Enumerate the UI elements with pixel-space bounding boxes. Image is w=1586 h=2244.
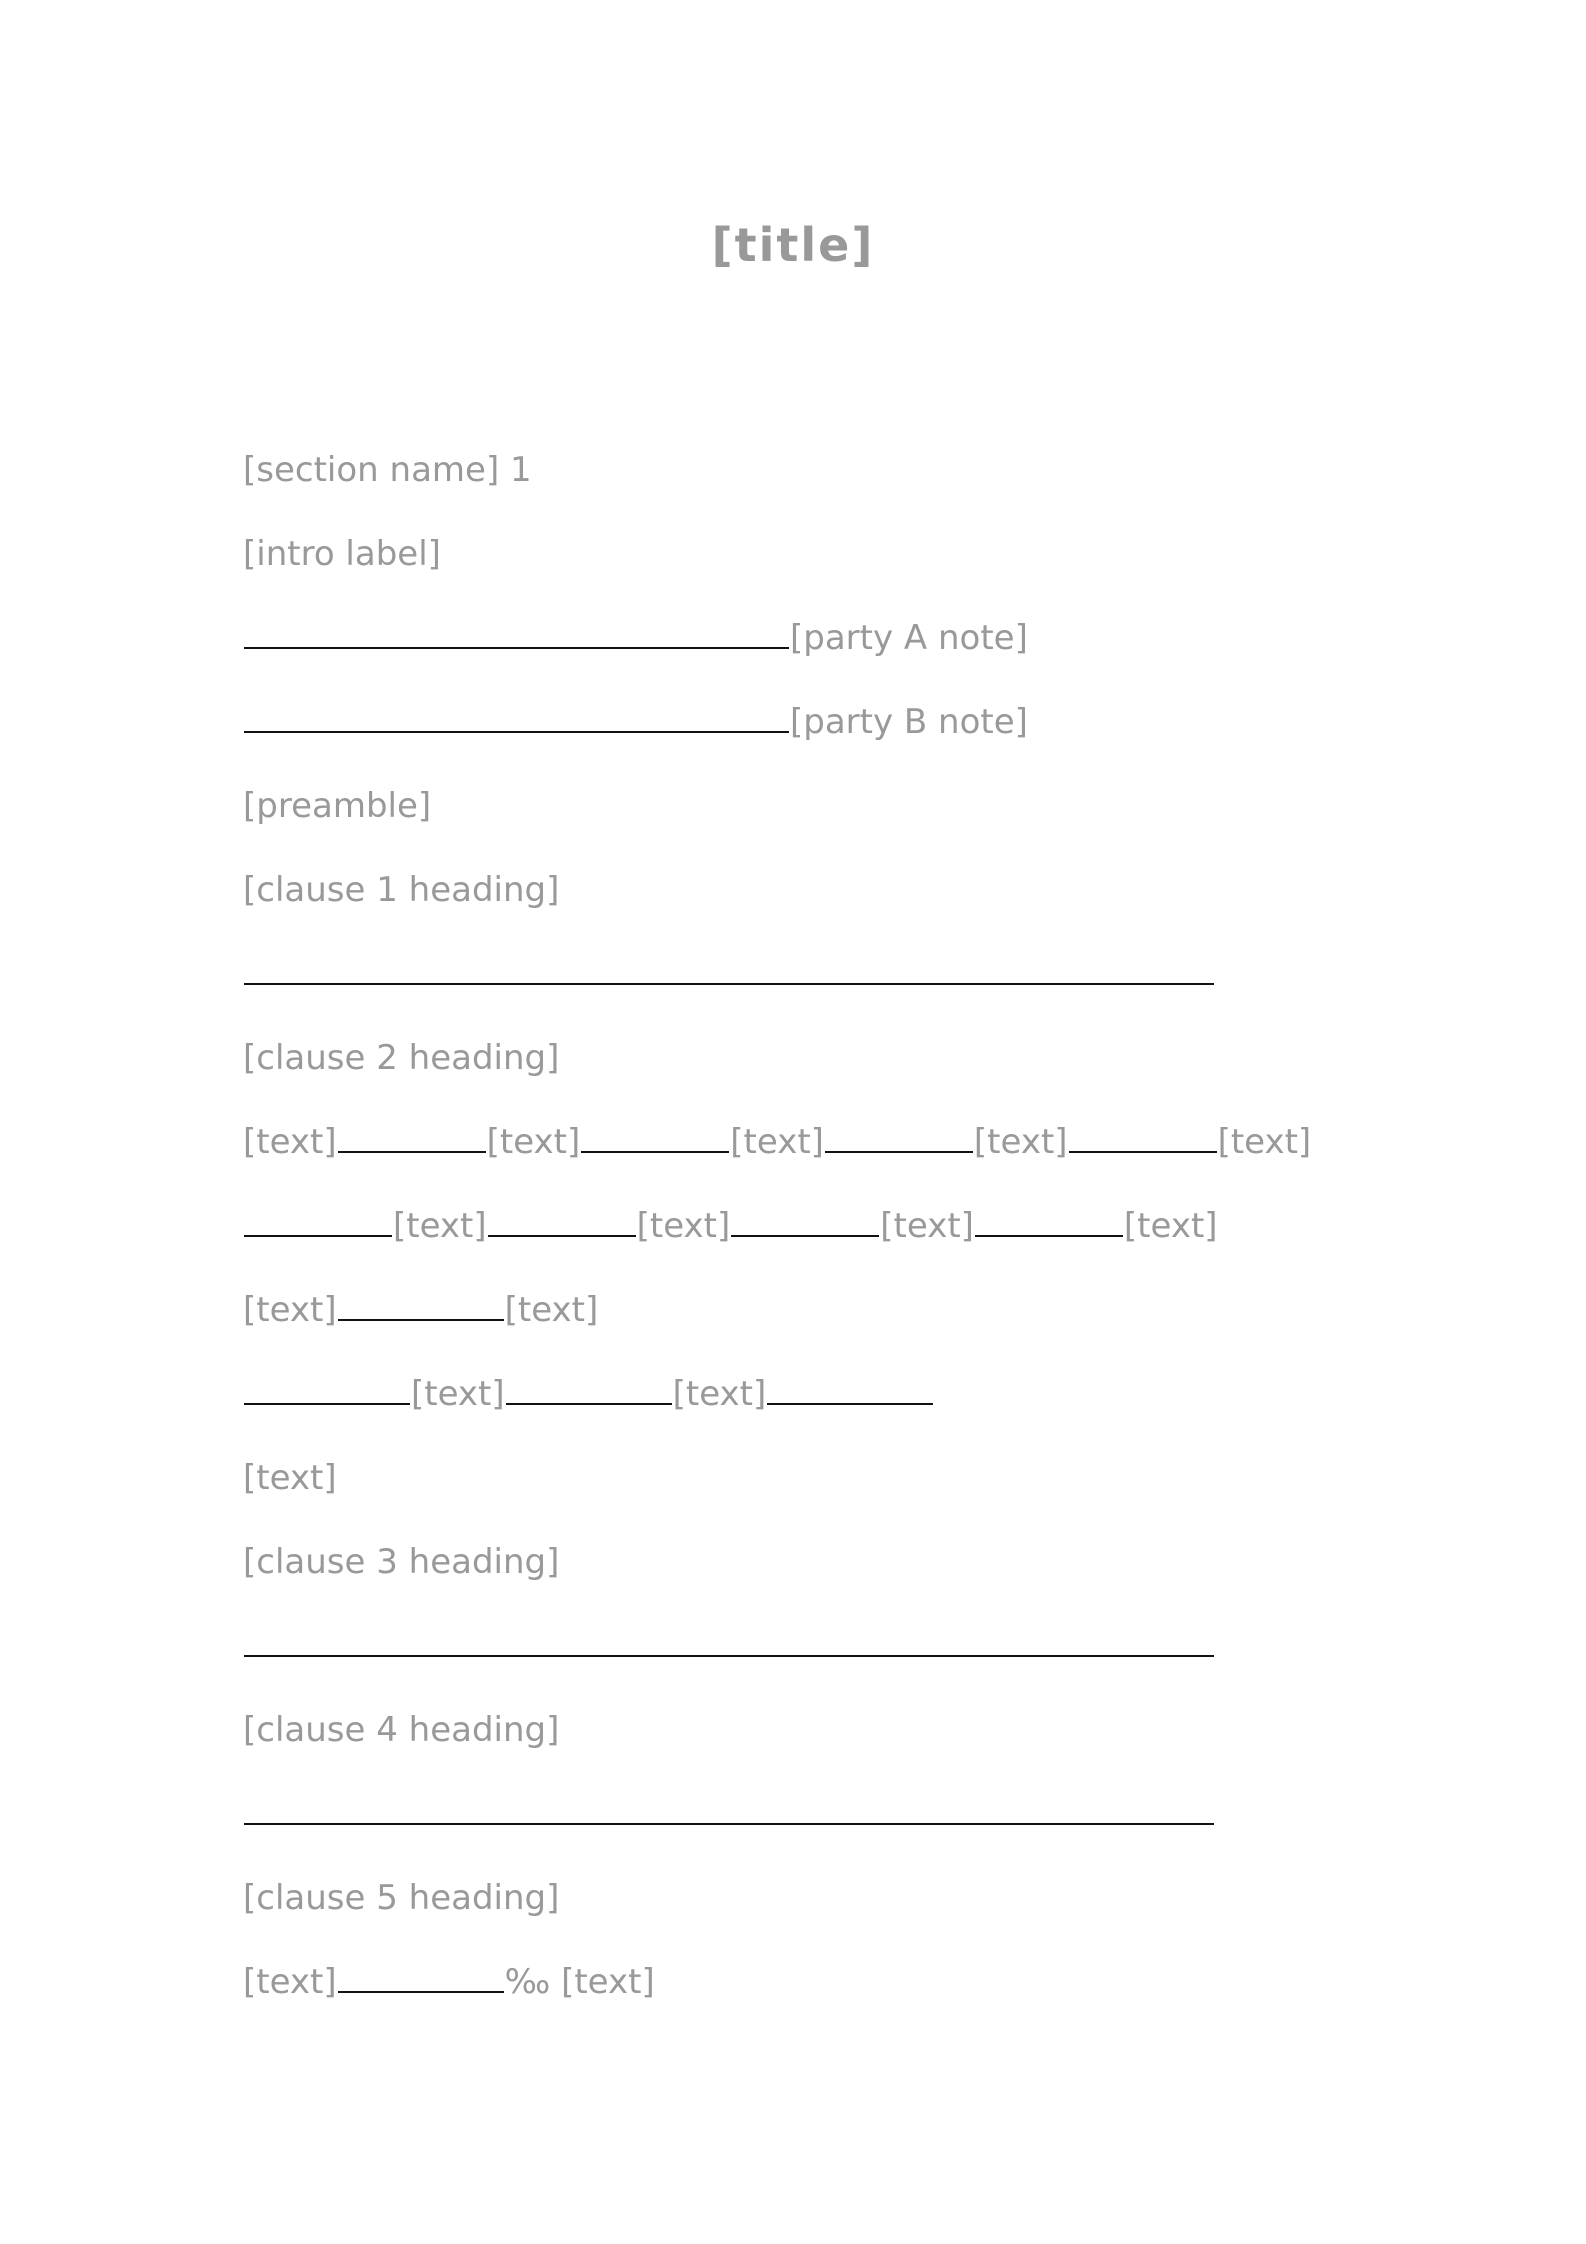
end-day-blank[interactable] (975, 1209, 1123, 1237)
party-a-suffix: [party A note] (790, 618, 1028, 658)
start-month-blank[interactable] (1069, 1125, 1217, 1153)
clause-2-text: [text] (243, 1122, 337, 1162)
clause-2-text: [text] (393, 1206, 487, 1246)
clause-2-text: [text] (1123, 1206, 1218, 1246)
clause-1-heading: [clause 1 heading] (243, 870, 560, 910)
clause-2-text: [text] (486, 1122, 581, 1162)
clause-2-text: [text] (504, 1290, 599, 1330)
clause-4-heading: [clause 4 heading] (243, 1710, 560, 1750)
clause-4-fill-line (243, 1772, 1366, 1856)
payment-count-blank[interactable] (338, 1293, 504, 1321)
clause-2-line-3 (243, 1268, 1366, 1352)
party-a-line (243, 596, 1366, 680)
years-blank[interactable] (338, 1125, 486, 1153)
end-month-blank[interactable] (731, 1209, 879, 1237)
months-blank[interactable] (581, 1125, 729, 1153)
clause-2-line-5: [text] (243, 1458, 337, 1498)
total-investment-blank[interactable] (244, 1377, 410, 1405)
start-day-blank[interactable] (244, 1209, 392, 1237)
clause-2-text: [text] (973, 1122, 1068, 1162)
clause-2-text: [text] (672, 1374, 767, 1414)
party-b-suffix: [party B note] (790, 702, 1028, 742)
party-b-blank[interactable] (244, 705, 789, 733)
clause-3-blank[interactable] (244, 1629, 1214, 1657)
section-label: [section name] 1 (243, 450, 532, 490)
party-a-blank[interactable] (244, 621, 789, 649)
clause-2-heading: [clause 2 heading] (243, 1038, 560, 1078)
clause-2-line-1 (243, 1100, 1366, 1184)
document-title: [title] (711, 218, 875, 272)
clause-3-heading: [clause 3 heading] (243, 1542, 560, 1582)
end-year-blank[interactable] (488, 1209, 636, 1237)
document-body (243, 428, 1366, 2024)
clause-2-text: [text] (411, 1374, 505, 1414)
clause-5-line-1 (243, 1940, 1366, 2024)
clause-2-text: [text] (636, 1206, 731, 1246)
party-b-line (243, 680, 1366, 764)
intro-label: [intro label] (243, 534, 441, 574)
clause-2-line-2 (243, 1184, 1366, 1268)
party-b-investment-blank[interactable] (767, 1377, 933, 1405)
party-a-investment-blank[interactable] (506, 1377, 672, 1405)
clause-5-heading: [clause 5 heading] (243, 1878, 560, 1918)
start-year-blank[interactable] (825, 1125, 973, 1153)
clause-2-text: [text] (730, 1122, 824, 1162)
clause-5-text: [text] (243, 1962, 337, 2002)
clause-2-text: [text] (243, 1290, 337, 1330)
clause-1-fill-line (243, 932, 1366, 1016)
clause-3-fill-line (243, 1604, 1366, 1688)
clause-5-text: ‰ [text] (504, 1962, 655, 2002)
clause-2-line-4 (243, 1352, 1366, 1436)
interest-rate-blank[interactable] (338, 1965, 504, 1993)
clause-1-blank[interactable] (244, 957, 1214, 985)
clause-2-text: [text] (880, 1206, 974, 1246)
clause-2-text: [text] (1217, 1122, 1312, 1162)
preamble: [preamble] (243, 786, 432, 826)
clause-4-blank[interactable] (244, 1797, 1214, 1825)
